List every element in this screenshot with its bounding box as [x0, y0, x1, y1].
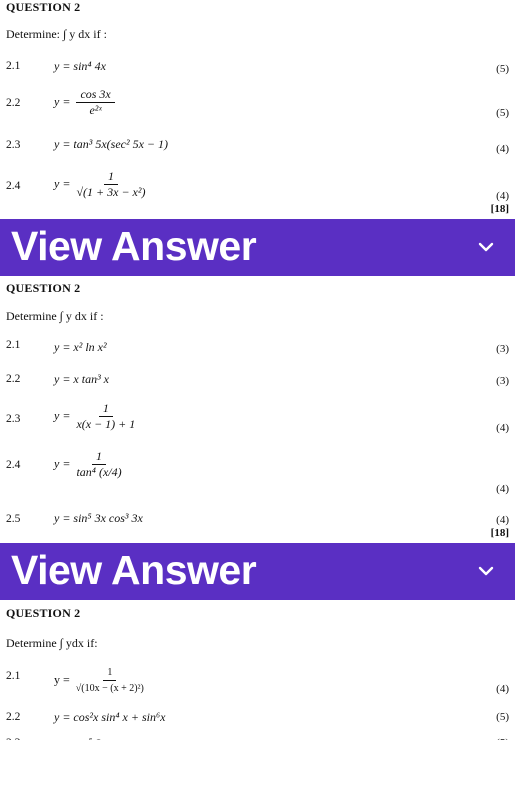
expression-lhs: y =: [54, 176, 71, 191]
item-expression: [54, 450, 122, 479]
instruction: Determine ∫ ydx if:: [6, 636, 98, 650]
numerator: cos 3x: [76, 88, 114, 103]
total-marks: [18]: [490, 203, 509, 215]
item-expression: [54, 402, 135, 431]
item-number: 2.4: [6, 459, 21, 471]
expression-lhs: y =: [54, 94, 71, 109]
denominator: e²ˣ: [89, 103, 102, 117]
item-marks: (4): [496, 190, 509, 202]
item-marks: (4): [496, 483, 509, 495]
view-answer-label: View Answer: [11, 547, 257, 593]
item-expression: [54, 170, 145, 199]
item-marks: (5): [496, 107, 509, 119]
item-marks: (3): [496, 375, 509, 387]
item-expression: [54, 88, 115, 117]
chevron-down-icon: [477, 562, 495, 580]
item-number: 2.4: [6, 180, 21, 192]
expression-lhs: y =: [54, 408, 71, 423]
fraction: [76, 666, 144, 695]
view-answer-banner[interactable]: [0, 543, 515, 600]
denominator: √(1 + 3x − x²): [76, 185, 146, 199]
total-marks: [18]: [490, 527, 509, 539]
denominator: tan⁴ (x/4): [76, 465, 122, 479]
expression-lhs: y =: [54, 672, 70, 687]
item-marks: (4): [496, 683, 509, 695]
item-expression: y = sin⁴ 4x: [54, 59, 106, 73]
instruction: Determine: ∫ y dx if :: [6, 27, 107, 41]
question-title: QUESTION 2: [6, 606, 81, 620]
item-expression: y = x tan³ x: [54, 372, 110, 386]
question-block-3: [0, 600, 515, 745]
item-expression: y = sin⁵ 3x cos³ 3x: [54, 511, 143, 525]
item-marks: (5): [496, 63, 509, 75]
fraction: [76, 88, 114, 117]
numerator: 1: [92, 450, 106, 465]
denominator: √(10x − (x + 2)²): [75, 683, 144, 694]
blank-area: [0, 740, 515, 800]
chevron-down-icon: [477, 238, 495, 256]
item-expression: y = tan³ 5x(sec² 5x − 1): [54, 137, 169, 151]
question-block-2: [0, 276, 515, 543]
item-number: 2.2: [6, 373, 21, 385]
numerator: 1: [104, 170, 118, 185]
denominator: x(x − 1) + 1: [76, 417, 136, 431]
item-number: 2.1: [6, 60, 21, 72]
item-number: 2.5: [6, 513, 21, 525]
fraction: [76, 402, 135, 431]
question-block-1: [0, 0, 515, 219]
item-expression: y = x² ln x²: [54, 340, 107, 354]
view-answer-label: View Answer: [11, 223, 257, 269]
item-number: 2.2: [6, 97, 21, 109]
item-marks: (4): [496, 143, 509, 155]
question-title: QUESTION 2: [6, 0, 81, 14]
item-expression: [54, 666, 144, 695]
fraction: [76, 170, 145, 199]
view-answer-banner[interactable]: [0, 219, 515, 276]
item-expression: y = cos²x sin⁴ x + sin⁶x: [54, 710, 166, 724]
item-number: 2.3: [6, 139, 21, 151]
item-marks: (5): [496, 711, 509, 723]
question-title: QUESTION 2: [6, 281, 81, 295]
item-number: 2.1: [6, 670, 21, 682]
item-marks: (4): [496, 422, 509, 434]
item-marks: (4): [496, 514, 509, 526]
item-number: 2.3: [6, 413, 21, 425]
numerator: 1: [99, 402, 113, 417]
expression-lhs: y =: [54, 456, 71, 471]
item-marks: (3): [496, 343, 509, 355]
item-number: 2.1: [6, 339, 21, 351]
item-number: 2.2: [6, 711, 21, 723]
instruction: Determine ∫ y dx if :: [6, 309, 104, 323]
fraction: [76, 450, 121, 479]
numerator: 1: [103, 666, 116, 681]
